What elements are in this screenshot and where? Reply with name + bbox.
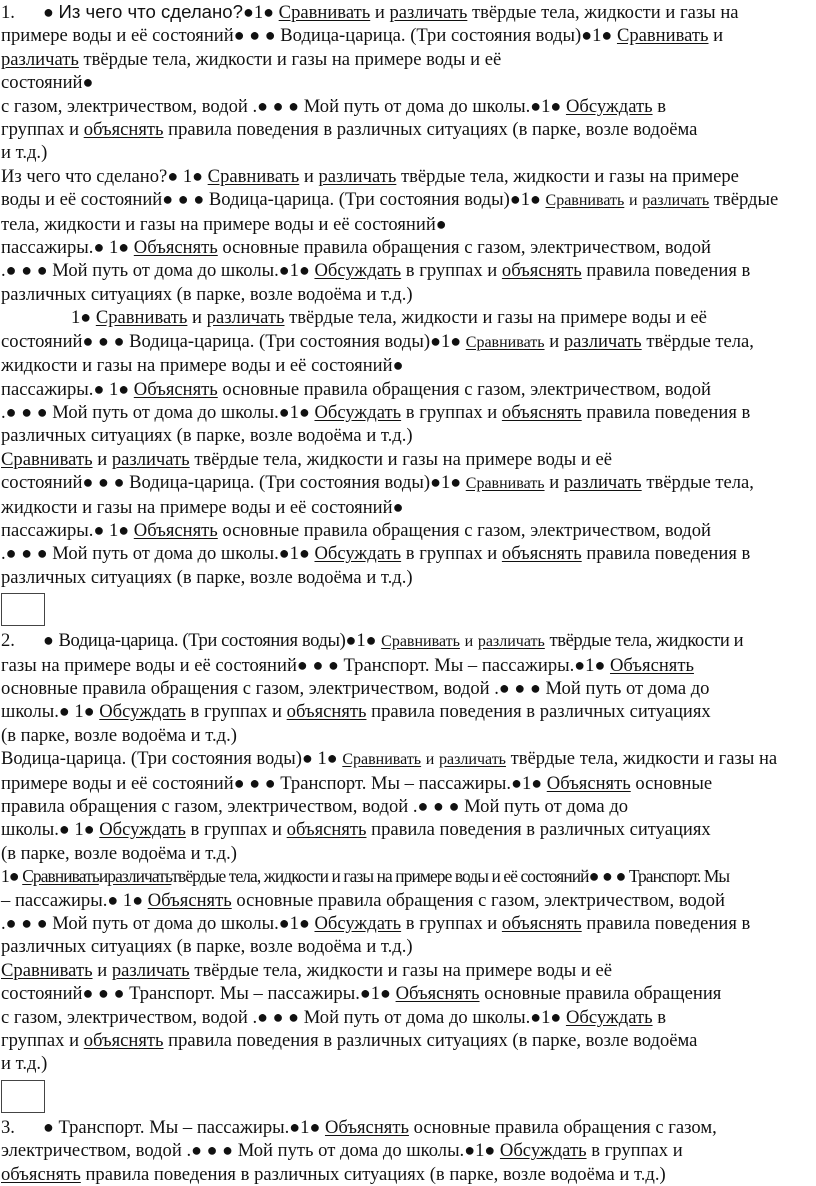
bullet-icon: ● — [167, 165, 179, 186]
bullet-icon: ● — [222, 1140, 234, 1161]
bullet-icon: ● — [327, 654, 339, 675]
bullet-icon: ● — [365, 630, 377, 651]
underlined-term: объяснять — [501, 401, 582, 423]
underlined-term: Сравнивать — [545, 192, 625, 210]
bullet-icon: ● — [309, 1116, 321, 1137]
text-line: различных ситуациях (в парке, возле водоёма и т.д.) — [1, 425, 413, 447]
underlined-term: Сравнивать — [207, 165, 300, 187]
underlined-term: Объяснять — [395, 983, 480, 1005]
underlined-term: Сравнивать — [95, 307, 188, 329]
bullet-icon: ● — [118, 378, 130, 399]
bullet-icon: ● — [296, 654, 308, 675]
bullet-icon: ● — [430, 472, 441, 493]
bullet-icon: ● — [93, 237, 105, 258]
bullet-icon: ● — [312, 654, 324, 675]
text-line: различных ситуациях (в парке, возле водоёма и т.д.) — [1, 566, 413, 588]
underlined-term: Сравнивать — [1, 448, 93, 470]
text-line: группах и объяснять правила поведения в различных ситуациях (в парке, возле водоёма — [1, 1030, 698, 1052]
bullet-icon: ● — [233, 772, 245, 793]
text-line: (в парке, возле водоёма и т.д.) — [1, 724, 237, 746]
text-line: .● ● ● Мой путь от дома до школы.●1● Обсуждать в группах и объяснять правила поведения в — [1, 260, 751, 282]
bullet-icon: ● — [278, 401, 290, 422]
underlined-term: различать — [107, 866, 172, 887]
bullet-icon: ● — [450, 330, 462, 351]
underlined-term: различать — [206, 307, 285, 329]
bullet-icon: ● — [82, 472, 94, 493]
checkbox[interactable] — [1, 1080, 45, 1113]
underlined-term: объяснять — [83, 119, 164, 141]
underlined-term: Объяснять — [133, 237, 218, 259]
underlined-term: различать — [642, 192, 710, 210]
bullet-icon: ● — [83, 701, 95, 722]
underlined-term: Обсуждать — [314, 260, 402, 282]
underlined-term: Сравнивать — [22, 866, 99, 887]
text-line: различать твёрдые тела, жидкости и газы на примере воды и её — [1, 48, 502, 70]
text-line: 1. ● Из чего что сделано?●1● Сравнивать и различать твёрдые тела, жидкости и газы на — [1, 1, 739, 23]
bullet-icon: ● — [263, 2, 275, 22]
bullet-icon: ● — [301, 748, 313, 769]
bullet-icon: ● — [464, 1140, 476, 1161]
bullet-icon: ● — [21, 913, 33, 934]
bullet-icon: ● — [298, 543, 310, 564]
bullet-icon: ● — [118, 237, 130, 258]
underlined-term: Сравнивать — [278, 2, 371, 23]
bullet-icon: ● — [530, 1006, 542, 1027]
bullet-icon: ● — [42, 2, 54, 22]
underlined-term: различать — [389, 2, 468, 23]
item-number: 1. — [1, 2, 15, 23]
bullet-icon: ● — [509, 189, 521, 210]
bullet-icon: ● — [345, 630, 357, 651]
text-line: с газом, электричеством, водой .● ● ● Мой путь от дома до школы.●1● Обсуждать в — [1, 95, 667, 117]
bullet-icon: ● — [574, 654, 586, 675]
text-line: примере воды и её состояний● ● ● Транспорт. Мы – пассажиры.●1● Объяснять основные — [1, 772, 713, 794]
bullet-icon: ● — [113, 472, 125, 493]
bullet-icon: ● — [5, 543, 17, 564]
underlined-term: различать — [477, 633, 545, 651]
text-line: .● ● ● Мой путь от дома до школы.●1● Обсуждать в группах и объяснять правила поведения в — [1, 913, 751, 935]
underlined-term: Объяснять — [133, 378, 218, 400]
bullet-icon: ● — [5, 260, 17, 281]
text-line: примере воды и её состояний● ● ● Водица-царица. (Три состояния воды)●1● Сравнивать и — [1, 25, 724, 47]
bullet-icon: ● — [278, 913, 290, 934]
text-line: Водица-царица. (Три состояния воды)● 1● Сравнивать и различать твёрдые тела, жидкости и газы на — [1, 748, 778, 770]
bullet-icon: ● — [257, 95, 268, 116]
bullet-icon: ● — [36, 401, 48, 422]
text-line: школы.● 1● Обсуждать в группах и объяснять правила поведения в различных ситуациях — [1, 701, 711, 723]
bullet-icon: ● — [529, 677, 541, 698]
bullet-icon: ● — [417, 796, 429, 816]
bullet-icon: ● — [206, 1140, 218, 1161]
bullet-icon: ● — [191, 1140, 202, 1161]
bullet-icon: ● — [298, 913, 310, 934]
bullet-icon: ● — [58, 819, 70, 840]
bullet-icon: ● — [588, 866, 599, 887]
underlined-term: Обсуждать — [314, 913, 402, 935]
bullet-icon: ● — [257, 1006, 268, 1027]
underlined-term: объяснять — [83, 1030, 164, 1052]
text-line: .● ● ● Мой путь от дома до школы.●1● Обсуждать в группах и объяснять правила поведения в — [1, 401, 751, 423]
bullet-icon: ● — [430, 330, 441, 351]
bullet-icon: ● — [359, 983, 371, 1004]
bullet-icon: ● — [484, 1140, 496, 1161]
bullet-icon: ● — [82, 72, 94, 93]
bullet-icon: ● — [8, 866, 19, 887]
bullet-icon: ● — [433, 796, 444, 816]
bullet-icon: ● — [36, 543, 48, 564]
bullet-icon: ● — [550, 95, 562, 116]
text-line: тела, жидкости и газы на примере воды и её состояний● — [1, 213, 447, 235]
bullet-icon: ● — [113, 983, 125, 1004]
text-line: и т.д.) — [1, 142, 48, 164]
underlined-term: Сравнивать — [465, 475, 545, 493]
bullet-icon: ● — [58, 701, 70, 722]
text-line: (в парке, возле водоёма и т.д.) — [1, 842, 237, 864]
bullet-icon: ● — [233, 25, 245, 46]
bullet-icon: ● — [530, 189, 541, 210]
bullet-icon: ● — [21, 401, 33, 422]
underlined-term: Сравнивать — [342, 751, 422, 769]
text-line: пассажиры.● 1● Объяснять основные правила обращения с газом, электричеством, водой — [1, 519, 712, 541]
text-line: воды и её состояний● ● ● Водица-царица. (Три состояния воды)●1● Сравнивать и различать твёрдые — [1, 189, 779, 211]
bullet-icon: ● — [392, 496, 404, 517]
text-line: объяснять правила поведения в различных ситуациях (в парке, возле водоёма и т.д.) — [1, 1163, 666, 1185]
text-line: газы на примере воды и её состояний● ● ● Транспорт. Мы – пассажиры.●1● Объяснять — [1, 654, 694, 676]
text-line: и т.д.) — [1, 1053, 48, 1075]
bullet-icon: ● — [192, 165, 204, 186]
underlined-term: объяснять — [501, 260, 582, 282]
bullet-icon: ● — [602, 866, 613, 887]
bullet-icon: ● — [392, 355, 404, 376]
bullet-icon: ● — [193, 189, 205, 210]
text-line: состояний● ● ● Транспорт. Мы – пассажиры.●1● Объяснять основные правила обращения — [1, 983, 722, 1005]
underlined-term: объяснять — [286, 819, 367, 841]
text-line: правила обращения с газом, электричеством, водой .● ● ● Мой путь от дома до — [1, 796, 629, 817]
underlined-term: Сравнивать — [465, 333, 545, 351]
bullet-icon: ● — [581, 25, 593, 46]
bullet-icon: ● — [435, 213, 447, 234]
bullet-icon: ● — [36, 913, 48, 934]
underlined-term: объяснять — [286, 701, 367, 723]
checkbox[interactable] — [1, 593, 45, 626]
text-line: .● ● ● Мой путь от дома до школы.●1● Обсуждать в группах и объяснять правила поведения в — [1, 543, 751, 565]
bullet-icon: ● — [289, 1116, 301, 1137]
text-line: жидкости и газы на примере воды и её состояний● — [1, 355, 404, 377]
bullet-icon: ● — [98, 983, 109, 1004]
bullet-icon: ● — [93, 378, 105, 399]
bullet-icon: ● — [278, 543, 290, 564]
underlined-term: объяснять — [501, 543, 582, 565]
underlined-term: Сравнивать — [1, 959, 93, 981]
bullet-icon: ● — [42, 630, 54, 651]
underlined-term: различать — [1, 48, 79, 70]
bullet-icon: ● — [107, 889, 119, 910]
text-line: жидкости и газы на примере воды и её состояний● — [1, 496, 404, 518]
bullet-icon: ● — [511, 772, 522, 793]
bullet-icon: ● — [448, 796, 460, 816]
text-line: различных ситуациях (в парке, возле водоёма и т.д.) — [1, 283, 413, 305]
bullet-icon: ● — [5, 913, 17, 934]
bullet-icon: ● — [82, 330, 94, 351]
underlined-term: Обсуждать — [314, 543, 402, 565]
bullet-icon: ● — [278, 260, 290, 281]
bullet-icon: ● — [288, 95, 300, 116]
bullet-icon: ● — [162, 189, 174, 210]
bullet-icon: ● — [272, 1006, 284, 1027]
underlined-term: Сравнивать — [616, 25, 709, 47]
bullet-icon: ● — [98, 330, 109, 351]
underlined-term: Обсуждать — [99, 819, 186, 841]
bullet-icon: ● — [326, 748, 338, 769]
bullet-icon: ● — [36, 260, 48, 281]
bullet-icon: ● — [5, 401, 17, 422]
text-line: пассажиры.● 1● Объяснять основные правила обращения с газом, электричеством, водой — [1, 237, 712, 259]
bullet-icon: ● — [601, 25, 613, 46]
underlined-term: Обсуждать — [565, 95, 653, 117]
underlined-term: Объяснять — [546, 772, 631, 794]
bullet-icon: ● — [498, 677, 510, 698]
underlined-term: Объяснять — [609, 654, 694, 676]
bullet-icon: ● — [177, 189, 189, 210]
item-number: 3. — [1, 1116, 15, 1138]
bullet-icon: ● — [615, 866, 626, 887]
text-line: группах и объяснять правила поведения в различных ситуациях (в парке, возле водоёма — [1, 119, 698, 141]
underlined-term: Обсуждать — [565, 1006, 653, 1028]
underlined-term: различать — [563, 472, 642, 494]
text-line: Сравнивать и различать твёрдые тела, жидкости и газы на примере воды и её — [1, 448, 613, 470]
bullet-icon: ● — [514, 677, 526, 698]
text-line: 2. ● Водица-царица. (Три состояния воды)●1● Сравнивать и различать твёрдые тела, жидкости и — [1, 630, 744, 652]
underlined-term: различать — [111, 959, 190, 981]
bullet-icon: ● — [594, 654, 606, 675]
underlined-term: Объяснять — [324, 1116, 409, 1138]
text-line: состояний● ● ● Водица-царица. (Три состояния воды)●1● Сравнивать и различать твёрдые тела, — [1, 472, 754, 494]
underlined-term: различать — [318, 165, 397, 187]
bullet-icon: ● — [42, 1116, 54, 1137]
text-line: школы.● 1● Обсуждать в группах и объяснять правила поведения в различных ситуациях — [1, 819, 711, 841]
bullet-icon: ● — [264, 772, 276, 793]
bullet-icon: ● — [113, 330, 125, 351]
text-line: 1● Сравнивать и различать твёрдые тела, жидкости и газы на примере воды и её — [71, 307, 707, 329]
text-line: 3. ● Транспорт. Мы – пассажиры.●1● Объяснять основные правила обращения с газом, — [1, 1116, 717, 1138]
text-line: состояний● — [1, 72, 94, 94]
underlined-term: Объяснять — [133, 519, 218, 541]
bullet-icon: ● — [450, 472, 462, 493]
bullet-icon: ● — [288, 1006, 300, 1027]
bullet-icon: ● — [98, 472, 109, 493]
underlined-term: Объяснять — [147, 889, 232, 911]
item-number: 2. — [1, 630, 15, 652]
bullet-icon: ● — [21, 543, 33, 564]
underlined-term: объяснять — [501, 913, 582, 935]
bullet-icon: ● — [80, 307, 92, 328]
bullet-icon: ● — [118, 519, 130, 540]
underlined-term: Обсуждать — [314, 401, 402, 423]
bullet-icon: ● — [272, 95, 284, 116]
bullet-icon: ● — [21, 260, 33, 281]
underlined-term: различать — [438, 751, 506, 769]
text-line: пассажиры.● 1● Объяснять основные правила обращения с газом, электричеством, водой — [1, 378, 712, 400]
bullet-icon: ● — [298, 260, 310, 281]
bullet-icon: ● — [132, 889, 144, 910]
underlined-term: различать — [563, 330, 642, 352]
text-line: Сравнивать и различать твёрдые тела, жидкости и газы на примере воды и её — [1, 959, 613, 981]
underlined-term: Сравнивать — [381, 633, 460, 651]
text-line: состояний● ● ● Водица-царица. (Три состояния воды)●1● Сравнивать и различать твёрдые тела, — [1, 330, 754, 352]
bullet-icon: ● — [249, 772, 261, 793]
text-line: с газом, электричеством, водой .● ● ● Мой путь от дома до школы.●1● Обсуждать в — [1, 1006, 667, 1028]
underlined-term: Обсуждать — [99, 701, 186, 723]
text-line: основные правила обращения с газом, электричеством, водой .● ● ● Мой путь от дома до — [1, 677, 710, 699]
bullet-icon: ● — [82, 983, 94, 1004]
text-line: различных ситуациях (в парке, возле водоёма и т.д.) — [1, 936, 413, 958]
bullet-icon: ● — [93, 519, 105, 540]
bullet-icon: ● — [531, 772, 543, 793]
bullet-icon: ● — [380, 983, 391, 1004]
bullet-icon: ● — [530, 95, 542, 116]
text-line: электричеством, водой .● ● ● Мой путь от дома до школы.●1● Обсуждать в группах и — [1, 1140, 683, 1162]
underlined-term: Обсуждать — [499, 1140, 587, 1162]
bullet-icon: ● — [83, 819, 95, 840]
bullet-icon: ● — [264, 25, 276, 46]
text-line: Из чего что сделано?● 1● Сравнивать и различать твёрдые тела, жидкости и газы на примере — [1, 165, 739, 187]
bullet-icon: ● — [298, 401, 310, 422]
bullet-icon: ● — [550, 1006, 562, 1027]
bullet-icon: ● — [242, 2, 254, 22]
underlined-term: объяснять — [1, 1163, 81, 1185]
text-line: 1● Сравниватьиразличатьтвёрдые тела, жидкости и газы на примере воды и её состояний● ● ● Транспорт. Мы — [1, 866, 730, 887]
underlined-term: различать — [111, 448, 190, 470]
bullet-icon: ● — [249, 25, 261, 46]
text-line: – пассажиры.● 1● Объяснять основные правила обращения с газом, электричеством, водой — [1, 889, 725, 911]
